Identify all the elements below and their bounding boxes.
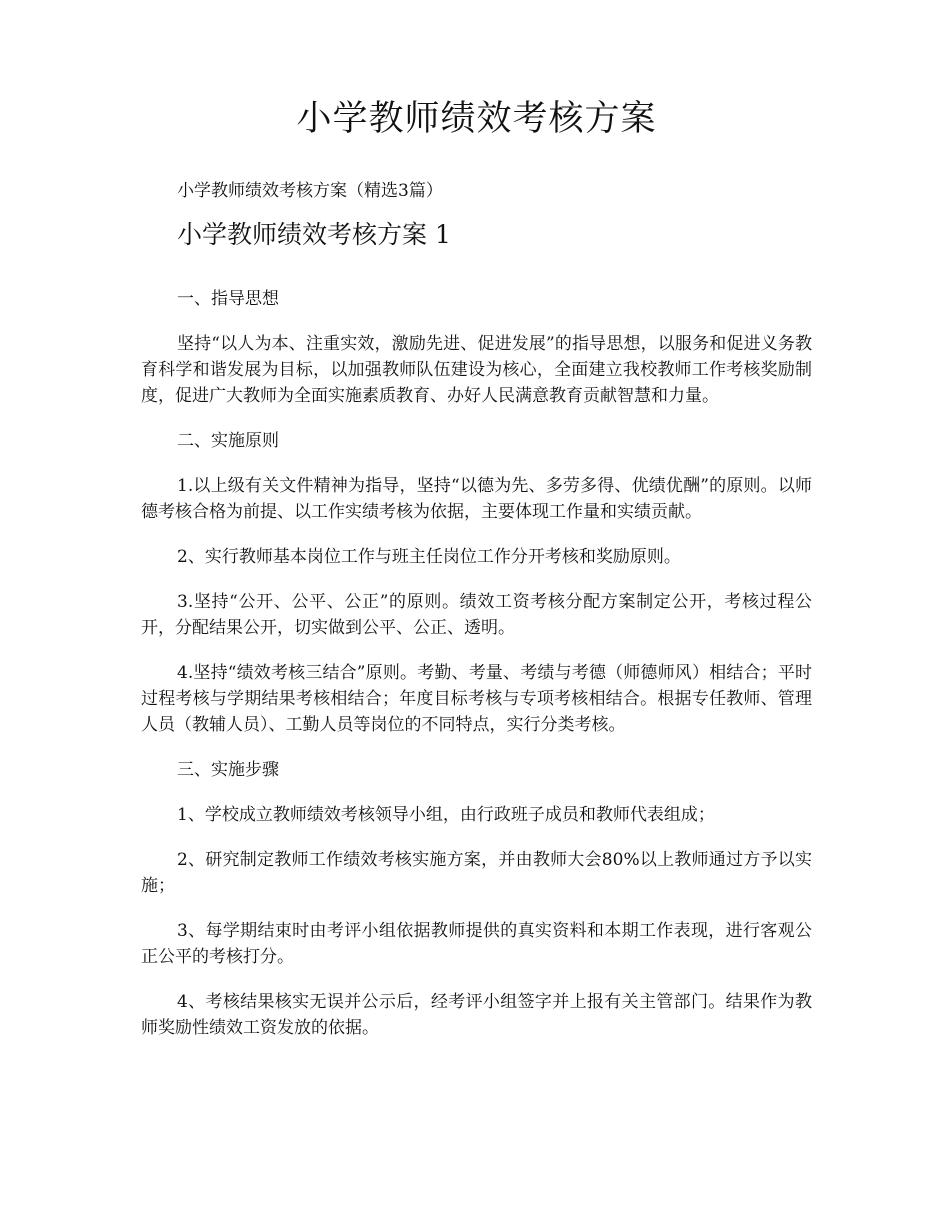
paragraph-step-4: 4、考核结果核实无误并公示后，经考评小组签字并上报有关主管部门。结果作为教师奖励性绩效工资发放的依据。 bbox=[141, 992, 812, 1038]
paragraph-principle-3: 3.坚持“公开、公平、公正”的原则。绩效工资考核分配方案制定公开，考核过程公开，分配结果公开，切实做到公平、公正、透明。 bbox=[141, 592, 812, 638]
paragraph-guiding-ideology: 坚持“以人为本、注重实效，激励先进、促进发展”的指导思想，以服务和促进义务教育科学和谐发展为目标，以加强教师队伍建设为核心，全面建立我校教师工作考核奖励制度，促进广大教师为全面实施素质教育、办好人民满意教育贡献智慧和力量。 bbox=[141, 334, 812, 406]
paragraph-step-3: 3、每学期结束时由考评小组依据教师提供的真实资料和本期工作表现，进行客观公正公平的考核打分。 bbox=[141, 921, 812, 967]
paragraph-principle-1: 1.以上级有关文件精神为指导，坚持“以德为先、多劳多得、优绩优酬”的原则。以师德考核合格为前提、以工作实绩考核为依据，主要体现工作量和实绩贡献。 bbox=[141, 476, 812, 522]
document-title: 小学教师绩效考核方案 bbox=[296, 99, 657, 139]
document-subtitle: 小学教师绩效考核方案（精选3篇） bbox=[177, 181, 443, 201]
paragraph-principle-4: 4.坚持“绩效考核三结合”原则。考勤、考量、考绩与考德（师德师风）相结合；平时过程考核与学期结果考核相结合；年度目标考核与专项考核相结合。根据专任教师、管理人员（教辅人员）、工勤人员等岗位的不同特点，实行分类考核。 bbox=[141, 663, 812, 735]
heading-guiding-ideology: 一、指导思想 bbox=[177, 289, 279, 309]
paragraph-step-1: 1、学校成立教师绩效考核领导小组，由行政班子成员和教师代表组成； bbox=[177, 805, 715, 825]
section-title: 小学教师绩效考核方案 1 bbox=[177, 220, 451, 249]
paragraph-principle-2: 2、实行教师基本岗位工作与班主任岗位工作分开考核和奖励原则。 bbox=[177, 547, 681, 567]
paragraph-step-2: 2、研究制定教师工作绩效考核实施方案，并由教师大会80%以上教师通过方予以实施； bbox=[141, 850, 812, 896]
heading-steps: 三、实施步骤 bbox=[177, 760, 279, 780]
heading-principles: 二、实施原则 bbox=[177, 431, 279, 451]
